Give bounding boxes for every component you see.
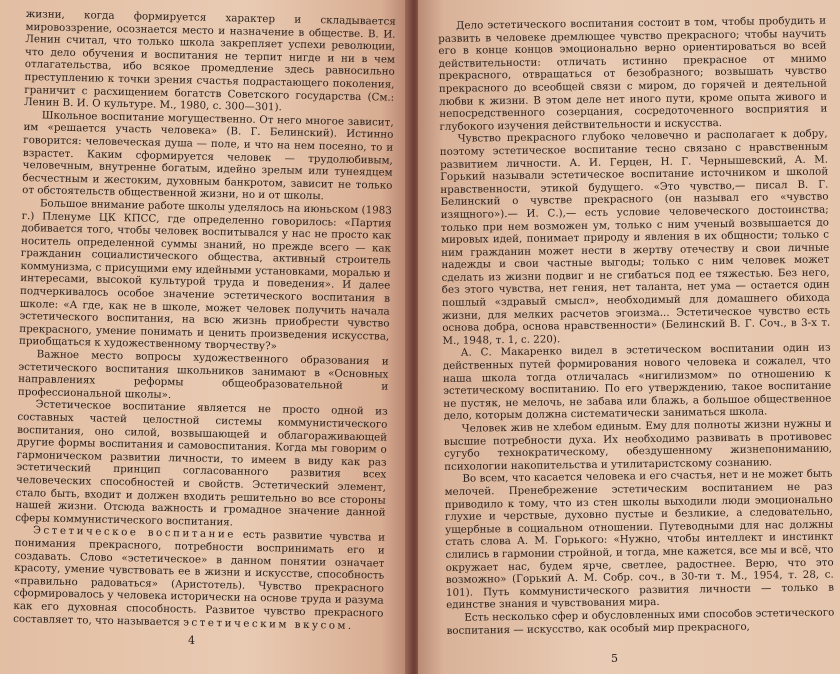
definition-term: Эстетическое воспитание xyxy=(32,524,237,541)
left-paragraph: жизни, когда формируется характер и складывается мировоззрение, осознается место и назначение в обществе. В. И. Ленин считал, что только школа закрепляет успехи революции, что дело обучения и воспитания не терпит нигде и ни в чем отлагательства, ибо всякое промедление здесь равносильно преступлению к точки зрения счастья подрастающего поколения, граничит с расхищением богатств Советского государства (См.: Ленин В. И. О культуре. М., 1980, с. 300—301). xyxy=(23,8,396,114)
left-paragraph: Большое внимание работе школы уделялось на июньском (1983 г.) Пленуме ЦК КПСС, где определенно говорилось: «Партия добивается того, чтобы человек воспитывался у нас не просто как носитель определенной суммы знаний, но прежде всего — как гражданин социалистического общества, активный строитель коммунизма, с присущими ему идейными установками, моралью и интересами, высокой культурой труда и поведения». И далее подчеркивалось особое значение эстетического воспитания в школе: «А где, как не в школе, может человек получить начала эстетического воспитания, на всю жизнь приобрести чувство прекрасного, умение понимать и ценить произведения искусства, приобщаться к художественному творчеству?» xyxy=(18,197,392,353)
left-paragraph-definition xyxy=(13,524,385,632)
left-paragraph: Школьное воспитание могущественно. От него многое зависит, им «решается участь человека» (В. Г. Белинский). Истинно говорится: человеческая душа — поле, и что на нем посеяно, то и взрастет. Каким сформируется человек — трудолюбивым, человечным, внутренне богатым, идейно зрелым или тунеядцем бесчестным и жестоким, духовным банкротом, зависит не только от обстоятельств общественной жизни, но и от школы. xyxy=(22,109,394,203)
right-paragraph: Дело эстетического воспитания состоит в том, чтобы пробудить и развить в человеке дремлющее чувство прекрасного; чтобы научить его в конце концов эмоционально верно ориентироваться во всей действительности: отличать истинно прекрасное от мнимо прекрасного, отвращаться от безобразного; возвышать чувство прекрасного до всеобщей связи с миром, до горячей и деятельной любви к жизни. В этом деле нет иного пути, кроме опыта живого и непосредственного созерцания, сосредоточенного восприятия и глубокого изучения действительности и искусства. xyxy=(438,14,828,133)
page-number-right: 5 xyxy=(611,652,618,665)
left-paragraph: Важное место вопросы художественного образования и эстетического воспитания школьников занимают в «Основных направлениях реформы общеобразовательной и профессиональной школы». xyxy=(17,348,389,401)
right-paragraph: Человек жив не хлебом единым. Ему для полноты жизни нужны и высшие потребности духа. Их необходимо развивать в противовес сугубо технократическому, обездушенному жизнепониманию, психологии накопительства и утилитаристскому сознанию. xyxy=(443,417,833,473)
right-paragraph: А. С. Макаренко видел в эстетическом воспитании один из действенных путей формирования нового человека и сожалел, что наша школа тогда отличалась «нигилизмом» по отношению к эстетическому воспитанию. По его утверждению, такое воспитание не пустяк, не мелочь, не забава или блажь, а большое общественное дело, которым должна систематически заниматься школа. xyxy=(442,341,832,423)
left-paragraph: Эстетическое воспитание является не просто одной из составных частей целостной системы коммунистического воспитания, оно силой, возвышающей и облагораживающей другие формы воспитания и самовоспитания. Когда мы говорим о гармоническом развитии личности, то имеем в виду как раз эстетический принцип согласованного развития всех человеческих способностей и свойств. Эстетический элемент, стало быть, входит и должен входить решительно во все стороны нашей жизни. Отсюда важность и громадное значение данной сферы коммунистического воспитания. xyxy=(15,398,388,529)
right-paragraph: Чувство прекрасного глубоко человечно и располагает к добру, поэтому эстетическое воспитание тесно связано с нравственным развитием личности. А. И. Герцен, Н. Г. Чернышевский, А. М. Горький называли эстетическое воспитание источником и школой нравственности, этикой будущего. «Это чувство,— писал В. Г. Белинский о чувстве прекрасного (он называл его «чувство изящного»).— И. С.),— есть условие человеческого достоинства; только при нем возможен ум, только с ним ученый возвышается до мировых идей, понимает природу и явления в их общности; только с ним гражданин может нести в жертву отечеству и свои личные надежды и свои частные выгоды; только с ним человек может сделать из жизни подвиг и не сгибаться под ее тяжестью. Без него, без этого чувства, нет гения, нет таланта, нет ума — остается один пошлый «здравый смысл», необходимый для домашнего обихода жизни, для мелких расчетов эгоизма... Эстетическое чувство есть основа добра, основа нравственности» (Белинский В. Г. Соч., в 3-х т. М., 1948, т. 1, с. 220). xyxy=(439,127,831,347)
definition-body: есть развитие чувства и понимания прекрасного, потребности воспринимать его и создавать. Слово «эстетическое» в данном понятии означает красоту, умение чувствовать ее в жизни и искусстве, способность «правильно радоваться» (Аристотель). Чувство прекрасного сформировалось у человека исторически на основе труда и разума как его духовная способность. Развитое чувство прекрасного составляет то, что называется xyxy=(13,528,386,628)
right-page-text xyxy=(438,15,835,637)
left-page xyxy=(0,0,410,674)
left-page-text xyxy=(13,8,396,633)
page-number-left: 4 xyxy=(188,634,195,647)
right-paragraph: Во всем, что касается человека и его счастья, нет и не может быть мелочей. Пренебрежение эстетическим воспитанием не раз приводило к тому, что из стен школы выходили люди эмоционально глухие и черствые, духовно пустые и безликие, а следовательно, ущербные в социальном отношении. Путеводными для нас должны стать слова А. М. Горького: «Нужно, чтобы интеллект и инстинкт слились в гармонии стройной, и тогда, мне кажется, все мы и всё, что окружает нас, будем ярче, светлее, радостнее. Верю, что это возможно» (Горький А. М. Собр. соч., в 30-ти т. М., 1954, т. 28, с. 101). Путь коммунистического развития личности — только в единстве знания и чувствования мира. xyxy=(444,467,835,612)
right-paragraph: Есть несколько сфер и обусловленных ими способов эстетического воспитания — искусство, как особый мир прекрасного, xyxy=(446,606,835,637)
right-page xyxy=(418,0,840,674)
definition-tail: эстетическим вкусом. xyxy=(183,615,354,632)
